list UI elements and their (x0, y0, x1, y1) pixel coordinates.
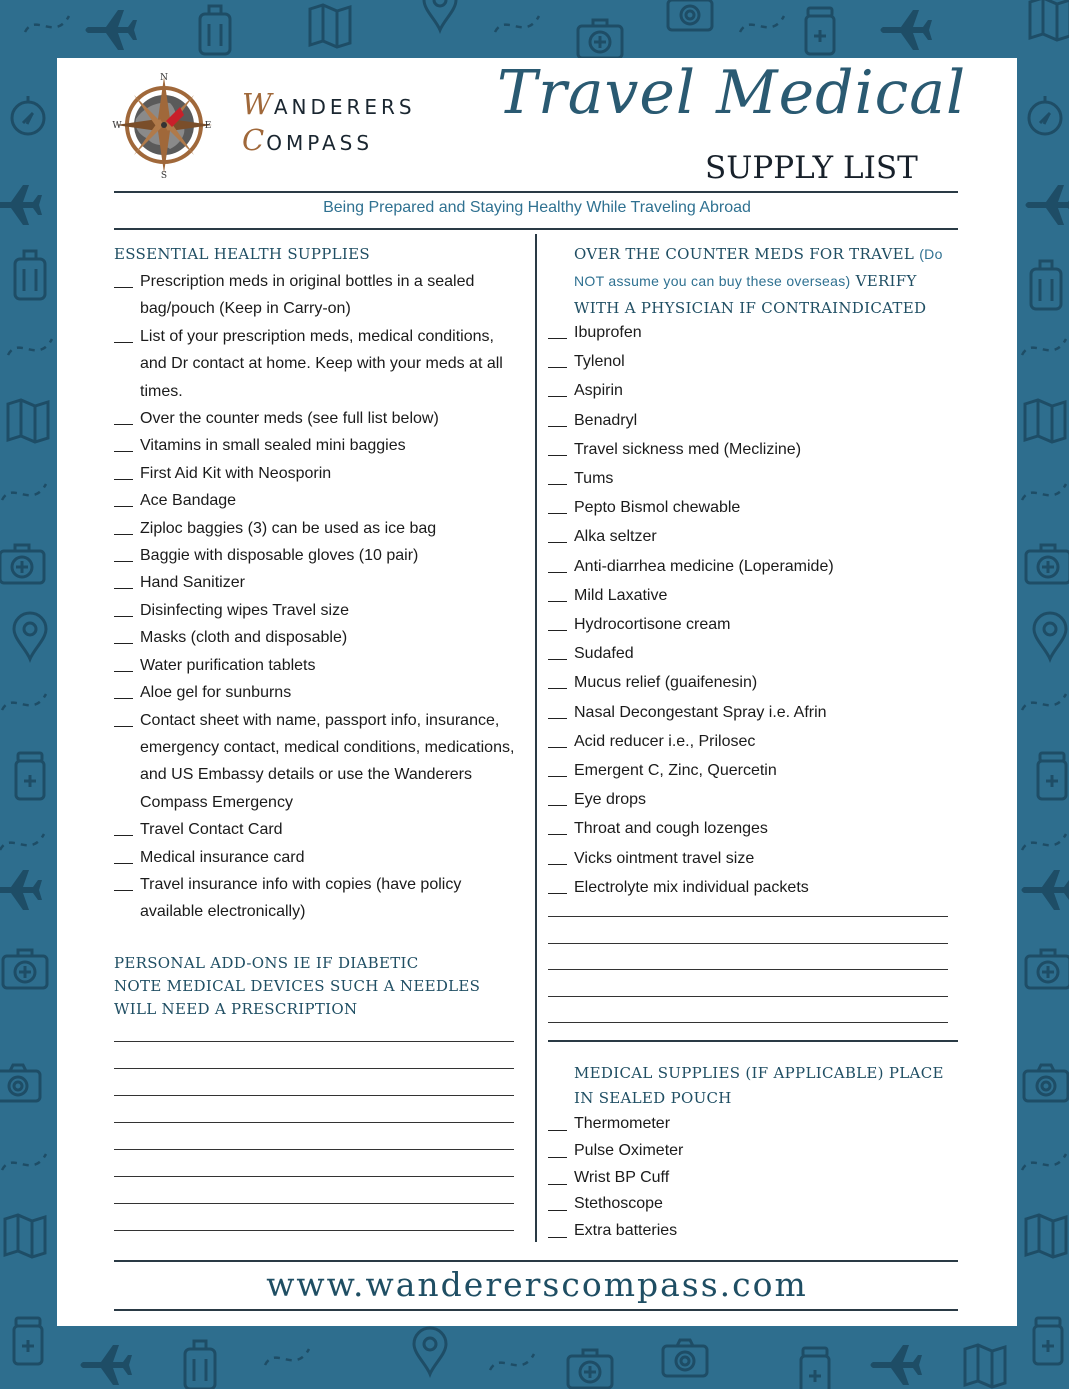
supply-item (548, 1191, 968, 1218)
otc-item (548, 785, 968, 814)
checkbox-blank-line[interactable] (548, 893, 567, 894)
item-label: Mucus relief (guaifenesin) (574, 674, 758, 692)
checkbox-blank-line[interactable] (114, 835, 133, 836)
item-label: Sudafed (574, 645, 634, 663)
personal-heading (114, 952, 524, 1021)
item-label: Ibuprofen (574, 324, 642, 341)
item-label: First Aid Kit with Neosporin (140, 464, 332, 482)
item-label: Contact sheet with name, passport info, insurance, emergency contact, medical conditions, medications, and US Embassy details or use the Wanderers Compass Emergency (140, 711, 515, 811)
compass-w-label: W (112, 121, 122, 131)
write-in-line[interactable] (114, 1095, 514, 1096)
checkbox-blank-line[interactable] (548, 805, 567, 806)
otc-item (548, 873, 968, 902)
item-label: Mild Laxative (574, 586, 668, 604)
otc-item (548, 610, 968, 639)
item-label: Prescription meds in original bottles in a sealed bag/pouch (Keep in Carry-on) (140, 273, 475, 318)
essential-item (114, 432, 524, 459)
write-in-line[interactable] (548, 996, 948, 997)
checkbox-blank-line[interactable] (114, 451, 133, 452)
checkbox-blank-line[interactable] (114, 424, 133, 425)
supply-item (548, 1111, 968, 1138)
checkbox-blank-line[interactable] (548, 484, 567, 485)
essential-item (114, 871, 524, 926)
checkbox-blank-line[interactable] (548, 542, 567, 543)
essential-list (114, 268, 524, 926)
compass-n-label: N (160, 73, 168, 83)
write-in-line[interactable] (114, 1176, 514, 1177)
supply-item (548, 1138, 968, 1165)
header-divider (114, 191, 958, 193)
supply-item (548, 1218, 968, 1245)
checkbox-blank-line[interactable] (114, 616, 133, 617)
checkbox-blank-line[interactable] (114, 534, 133, 535)
checkbox-blank-line[interactable] (548, 455, 567, 456)
checkbox-blank-line[interactable] (548, 572, 567, 573)
checkbox-blank-line[interactable] (114, 287, 133, 288)
essential-item (114, 569, 524, 596)
essential-item (114, 460, 524, 487)
essential-item (114, 816, 524, 843)
item-label: Water purification tablets (140, 656, 316, 674)
item-label: Wrist BP Cuff (574, 1168, 670, 1186)
checkbox-blank-line[interactable] (114, 588, 133, 589)
otc-item (548, 639, 968, 668)
checklist-page (57, 58, 1017, 1326)
checkbox-blank-line[interactable] (548, 1184, 567, 1185)
checkbox-blank-line[interactable] (114, 479, 133, 480)
checkbox-blank-line[interactable] (548, 367, 567, 368)
footer-divider (114, 1260, 958, 1262)
item-label: Travel insurance info with copies (have policy available electronically) (140, 875, 462, 921)
essential-item (114, 268, 524, 323)
item-label: Aspirin (574, 382, 623, 400)
item-label: Aloe gel for sunburns (140, 684, 292, 702)
item-label: Pulse Oximeter (574, 1141, 684, 1159)
otc-item (548, 668, 968, 697)
essential-item (114, 679, 524, 706)
write-in-line[interactable] (548, 1022, 948, 1023)
item-label: Hand Sanitizer (140, 574, 245, 592)
otc-item (548, 347, 968, 376)
checkbox-blank-line[interactable] (114, 863, 133, 864)
item-label: Disinfecting wipes Travel size (140, 601, 349, 619)
checkbox-blank-line[interactable] (548, 776, 567, 777)
page-title: Travel Medical (497, 58, 967, 128)
write-in-line[interactable] (548, 969, 948, 970)
compass-s-label: S (160, 171, 168, 180)
item-label: Throat and cough lozenges (574, 820, 768, 838)
checkbox-blank-line[interactable] (114, 506, 133, 507)
item-label: Tylenol (574, 353, 625, 371)
item-label: Vicks ointment travel size (574, 849, 755, 867)
checkbox-blank-line[interactable] (548, 601, 567, 602)
otc-heading-main: OVER THE COUNTER MEDS FOR TRAVEL (574, 245, 915, 263)
brand-word-2: OMPASS (266, 131, 374, 155)
column-divider (535, 234, 537, 1242)
otc-item (548, 522, 968, 551)
essential-item (114, 844, 524, 871)
checkbox-blank-line[interactable] (548, 513, 567, 514)
essential-item (114, 515, 524, 542)
item-label: Alka seltzer (574, 528, 657, 546)
essential-item (114, 597, 524, 624)
write-in-line[interactable] (114, 1122, 514, 1123)
checkbox-blank-line[interactable] (548, 426, 567, 427)
item-label: Travel sickness med (Meclizine) (574, 440, 802, 458)
otc-list (548, 318, 968, 902)
brand-word-1: ANDERERS (273, 95, 416, 119)
otc-item (548, 318, 968, 347)
supplies-list (548, 1111, 968, 1245)
brand-initial-w: W (242, 87, 272, 121)
personal-heading-line2: NOTE MEDICAL DEVICES SUCH A NEEDLES WILL NEED A PRESCRIPTION (114, 977, 481, 1018)
brand-wordmark (242, 88, 416, 160)
checkbox-blank-line[interactable] (548, 864, 567, 865)
item-label: Vitamins in small sealed mini baggies (140, 437, 406, 455)
otc-item (548, 464, 968, 493)
item-label: Emergent C, Zinc, Quercetin (574, 762, 777, 780)
otc-item (548, 376, 968, 405)
otc-item (548, 581, 968, 610)
item-label: Baggie with disposable gloves (10 pair) (140, 547, 419, 565)
checkbox-blank-line[interactable] (548, 396, 567, 397)
brand-initial-c: C (242, 123, 265, 157)
checkbox-blank-line[interactable] (114, 890, 133, 891)
checkbox-blank-line[interactable] (114, 342, 133, 343)
item-label: Tums (574, 470, 614, 488)
checkbox-blank-line[interactable] (114, 643, 133, 644)
item-label: Electrolyte mix individual packets (574, 878, 809, 896)
item-label: Ziploc baggies (3) can be used as ice bag (140, 519, 437, 537)
checkbox-blank-line[interactable] (548, 338, 567, 339)
otc-heading-note: (Do NOT assume you can buy these overseas) (574, 246, 943, 289)
supply-item (548, 1165, 968, 1192)
essential-item (114, 542, 524, 569)
otc-item (548, 493, 968, 522)
checkbox-blank-line[interactable] (548, 1130, 567, 1131)
item-label: Extra batteries (574, 1222, 678, 1240)
otc-item (548, 756, 968, 785)
write-in-line[interactable] (114, 1068, 514, 1069)
item-label: Ace Bandage (140, 492, 237, 510)
checkbox-blank-line[interactable] (114, 698, 133, 699)
checkbox-blank-line[interactable] (548, 1210, 567, 1211)
item-label: Hydrocortisone cream (574, 616, 731, 634)
checkbox-blank-line[interactable] (548, 630, 567, 631)
item-label: Eye drops (574, 791, 647, 809)
write-in-line[interactable] (114, 1230, 514, 1231)
otc-item (548, 844, 968, 873)
otc-item (548, 435, 968, 464)
checkbox-blank-line[interactable] (548, 834, 567, 835)
write-in-line[interactable] (114, 1149, 514, 1150)
write-in-line[interactable] (548, 916, 948, 917)
checkbox-blank-line[interactable] (548, 659, 567, 660)
checkbox-blank-line[interactable] (548, 718, 567, 719)
otc-item (548, 727, 968, 756)
footer-bottom-divider (114, 1309, 958, 1311)
write-in-line[interactable] (114, 1041, 514, 1042)
otc-item (548, 814, 968, 843)
item-label: Anti-diarrhea medicine (Loperamide) (574, 557, 834, 575)
essential-item (114, 624, 524, 651)
otc-item (548, 406, 968, 435)
compass-logo (109, 70, 219, 180)
website-url: www.wandererscompass.com (266, 1265, 808, 1304)
item-label: Pepto Bismol chewable (574, 499, 741, 517)
essential-item (114, 652, 524, 679)
checkbox-blank-line[interactable] (548, 688, 567, 689)
item-label: Medical insurance card (140, 848, 305, 866)
checkbox-blank-line[interactable] (114, 671, 133, 672)
essential-heading: ESSENTIAL HEALTH SUPPLIES (114, 245, 370, 263)
checkbox-blank-line[interactable] (114, 726, 133, 727)
checkbox-blank-line[interactable] (548, 1237, 567, 1238)
item-label: Thermometer (574, 1115, 671, 1132)
compass-e-label: E (204, 121, 212, 131)
tagline-divider (114, 228, 958, 230)
otc-heading (574, 241, 954, 322)
tagline: Being Prepared and Staying Healthy While Traveling Abroad (323, 199, 751, 216)
checkbox-blank-line[interactable] (114, 561, 133, 562)
checkbox-blank-line[interactable] (548, 747, 567, 748)
item-label: Nasal Decongestant Spray i.e. Afrin (574, 703, 827, 721)
item-label: Stethoscope (574, 1195, 663, 1213)
write-in-line[interactable] (548, 943, 948, 944)
checkbox-blank-line[interactable] (548, 1157, 567, 1158)
item-label: Over the counter meds (see full list below) (140, 410, 439, 428)
supplies-divider (548, 1040, 958, 1042)
page-subtitle: SUPPLY LIST (705, 150, 918, 186)
essential-item (114, 405, 524, 432)
essential-item (114, 707, 524, 817)
item-label: Travel Contact Card (140, 821, 283, 839)
personal-heading-line1: PERSONAL ADD-ONS IE IF DIABETIC (114, 954, 419, 972)
essential-item (114, 487, 524, 514)
otc-item (548, 552, 968, 581)
item-label: Masks (cloth and disposable) (140, 629, 348, 647)
otc-item (548, 698, 968, 727)
otc-heading-verify: VERIFY WITH A PHYSICIAN IF CONTRAINDICATED (574, 272, 927, 317)
item-label: Acid reducer i.e., Prilosec (574, 732, 756, 750)
supplies-heading: MEDICAL SUPPLIES (IF APPLICABLE) PLACE IN SEALED POUCH (574, 1064, 944, 1107)
essential-item (114, 323, 524, 405)
item-label: Benadryl (574, 411, 638, 429)
item-label: List of your prescription meds, medical conditions, and Dr contact at home. Keep with your meds at all times. (140, 327, 503, 400)
write-in-line[interactable] (114, 1203, 514, 1204)
